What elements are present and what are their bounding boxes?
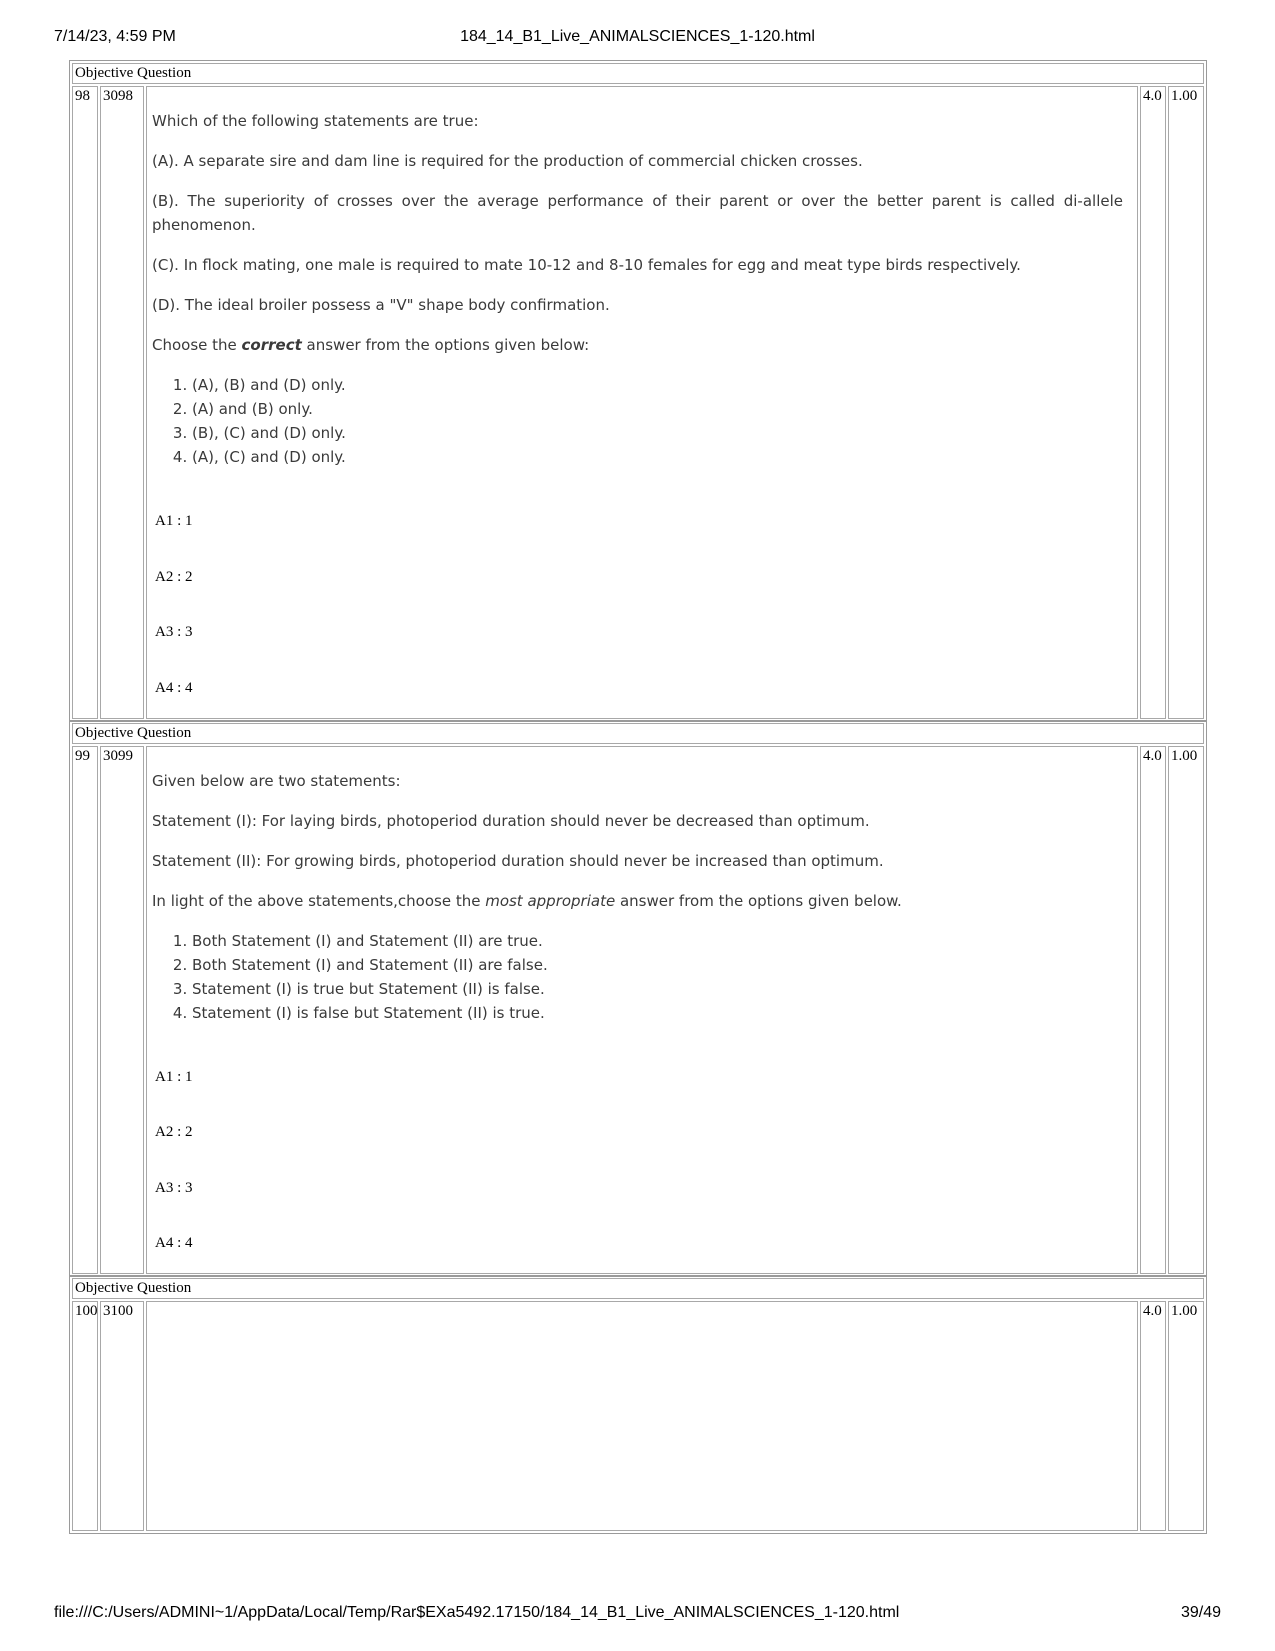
question-body	[146, 86, 1138, 719]
question-id: 3098	[100, 86, 144, 719]
statement-ii: Statement (II): For growing birds, photoperiod duration should never be increased than optimum.	[152, 851, 884, 870]
option-item: 1. (A), (B) and (D) only.	[192, 373, 1123, 397]
question-sheet	[69, 60, 1207, 1597]
question-intro: Which of the following statements are true:	[152, 112, 479, 130]
option-item: 2. (A) and (B) only.	[192, 397, 1123, 421]
page-number: 39/49	[1180, 1604, 1221, 1621]
options-list	[152, 929, 1123, 1025]
emphasis-most-appropriate: most appropriate	[485, 891, 616, 910]
question-type-label: Objective Question	[72, 723, 1204, 744]
question-marks: 4.0	[1140, 1301, 1166, 1531]
option-item: 4. Statement (I) is false but Statement (II) is true.	[192, 1001, 1123, 1025]
question-type-label: Objective Question	[72, 63, 1204, 84]
question-serial-number: 98	[72, 86, 98, 719]
question-body	[146, 746, 1138, 1275]
option-item: 3. Statement (I) is true but Statement (II) is false.	[192, 977, 1123, 1001]
statement-a: (A). A separate sire and dam line is required for the production of commercial chicken crosses.	[152, 152, 863, 170]
option-item: 1. Both Statement (I) and Statement (II) are true.	[192, 929, 1123, 953]
print-footer	[0, 1604, 1275, 1626]
answer-option: A2 : 2	[155, 1124, 193, 1140]
question-instruction: Choose the correct answer from the options given below:	[152, 336, 590, 354]
statement-i: Statement (I): For laying birds, photoperiod duration should never be decreased than optimum.	[152, 811, 870, 830]
question-type-label: Objective Question	[72, 1278, 1204, 1299]
option-item: 2. Both Statement (I) and Statement (II) are false.	[192, 953, 1123, 977]
emphasis-correct: correct	[241, 336, 302, 354]
answer-option: A3 : 3	[155, 1179, 193, 1196]
answer-option: A1 : 1	[155, 513, 193, 529]
question-id: 3100	[100, 1301, 144, 1531]
print-datetime: 7/14/23, 4:59 PM	[54, 28, 176, 45]
statement-d: (D). The ideal broiler possess a "V" shape body confirmation.	[152, 296, 610, 314]
question-table-100	[69, 1275, 1207, 1534]
question-serial-number: 100	[72, 1301, 98, 1531]
answer-list	[152, 1065, 1123, 1268]
question-negative-marks: 1.00	[1168, 1301, 1204, 1531]
question-negative-marks: 1.00	[1168, 86, 1204, 719]
option-item: 4. (A), (C) and (D) only.	[192, 445, 1123, 469]
options-list	[152, 373, 1123, 469]
question-serial-number: 99	[72, 746, 98, 1275]
question-intro: Given below are two statements:	[152, 771, 401, 790]
question-table-98	[69, 60, 1207, 722]
question-id: 3099	[100, 746, 144, 1275]
answer-option: A4 : 4	[155, 679, 193, 696]
question-body	[146, 1301, 1138, 1531]
answer-option: A1 : 1	[155, 1068, 193, 1085]
question-marks: 4.0	[1140, 86, 1166, 719]
question-negative-marks: 1.00	[1168, 746, 1204, 1275]
answer-option: A3 : 3	[155, 624, 193, 640]
file-path: file:///C:/Users/ADMINI~1/AppData/Local/Temp/Rar$EXa5492.17150/184_14_B1_Live_ANIMALSCIENCES_1-120.html	[54, 1604, 900, 1621]
statement-c: (C). In flock mating, one male is required to mate 10-12 and 8-10 females for egg and meat type birds respectively.	[152, 256, 1021, 274]
answer-list	[152, 509, 1123, 712]
question-marks: 4.0	[1140, 746, 1166, 1275]
question-table-99	[69, 720, 1207, 1278]
question-instruction: In light of the above statements,choose the most appropriate answer from the options given below.	[152, 891, 902, 910]
document-title: 184_14_B1_Live_ANIMALSCIENCES_1-120.html	[460, 28, 815, 45]
option-item: 3. (B), (C) and (D) only.	[192, 421, 1123, 445]
answer-option: A4 : 4	[155, 1235, 193, 1251]
statement-b: (B). The superiority of crosses over the average performance of their parent or over the better parent is called di-allele phenomenon.	[152, 192, 1123, 234]
answer-option: A2 : 2	[155, 568, 193, 585]
print-header	[0, 28, 1275, 50]
